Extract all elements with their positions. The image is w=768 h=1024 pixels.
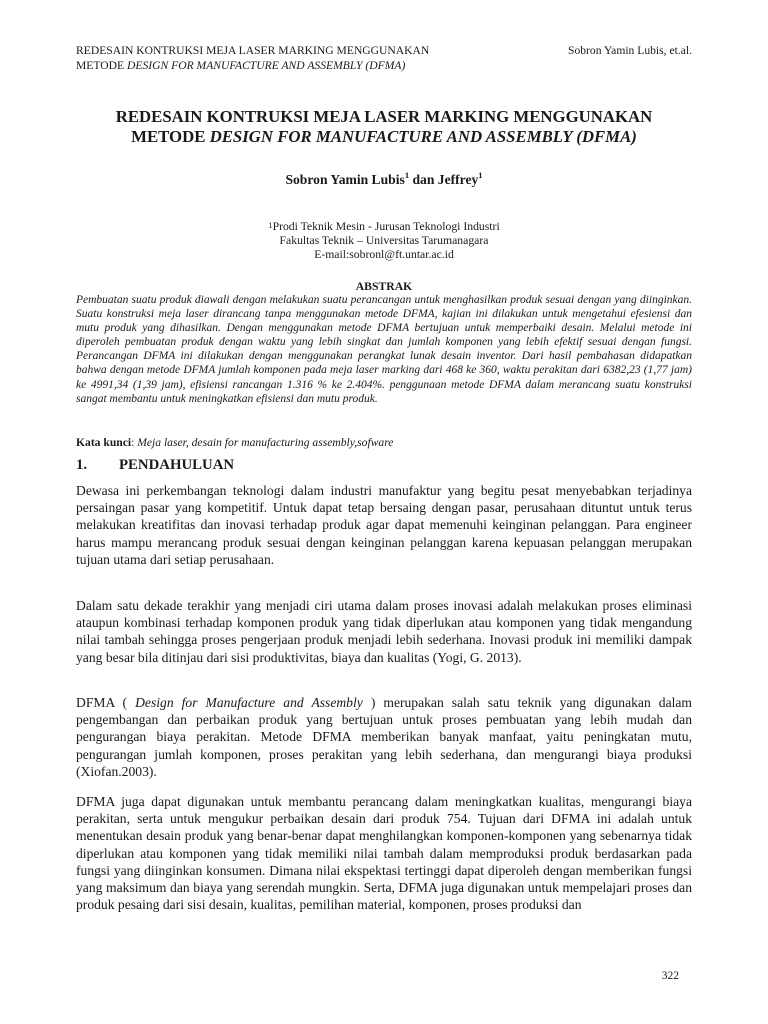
running-header-prefix: METODE (76, 59, 127, 72)
running-header-author: Sobron Yamin Lubis, et.al. (568, 44, 692, 57)
paper-title-line1: REDESAIN KONTRUKSI MEJA LASER MARKING MENGGUNAKAN (115, 107, 653, 126)
section-heading (76, 457, 234, 474)
paragraph-3 (76, 694, 692, 780)
paragraph-3-italic: Design for Manufacture and Assembly (135, 695, 363, 710)
keywords-sep: : (131, 436, 138, 449)
affiliation (76, 220, 692, 262)
running-header-line1: REDESAIN KONTRUKSI MEJA LASER MARKING MENGGUNAKAN (76, 44, 430, 57)
paper-title-prefix: METODE (131, 127, 210, 146)
running-header-line2 (76, 58, 692, 73)
author-sup-2: 1 (478, 170, 483, 180)
paper-title (76, 107, 692, 147)
paragraph-2: Dalam satu dekade terakhir yang menjadi ciri utama dalam proses inovasi adalah melakukan proses eliminasi ataupun kombinasi terhadap komponen produk yang tidak diperlukan atau komponen yang tidak mengandung nilai tambah sehingga proses pengerjaan produk menjadi lebih sederhana. Inovasi produk ini memiliki dampak yang besar bila ditinjau dari sisi produktivitas, biaya dan kualitas (Yogi, G. 2013). (76, 598, 692, 665)
author-name-2: dan Jeffrey (409, 172, 479, 187)
section-number: 1. (76, 457, 88, 473)
paragraph-3-rest: ) merupakan salah satu teknik yang digunakan dalam pengembangan dan perbaikan produk yang bertujuan untuk proses pembuatan yang lebih mudah dan pengurangan biaya perakitan. Metode DFMA memberikan banyak manfaat, yaitu peningkatan mutu, pengurangan jumlah komponen, proses perakitan yang lebih sederhana, dan mengurangi biaya produksi (Xiofan.2003). (76, 695, 692, 779)
affiliation-dept: Prodi Teknik Mesin - Jurusan Teknologi Industri (272, 220, 500, 233)
affiliation-sup: 1 (268, 220, 273, 230)
abstract-text: Pembuatan suatu produk diawali dengan melakukan suatu perancangan untuk menghasilkan produk sesuai dengan yang diinginkan. Suatu konstruksi meja laser dirancang tanpa menggunakan metode DFMA, kajian ini dilakukan untuk mengetahui efesiensi dan mutu produk yang dihasilkan. Dengan menggunakan metode DFMA bertujuan untuk memperbaiki desain. Melalui metode ini diperoleh pembuatan produk dengan waktu yang lebih singkat dan jumlah komponen yang lebih efektif sesuai dengan fungsi. Perancangan DFMA ini dilakukan dengan menggunakan perangkat lunak desain inventor. Dari hasil pembahasan didapatkan bahwa dengan metode DFMA jumlah komponen pada meja laser marking dari 468 ke 360, waktu perakitan dari 6382,23 (1,77 jam) ke 4991,34 (1,39 jam), efisiensi rancangan 1.316 % ke 2.404%. penggunaan metode DFMA dalam merancang suatu konstruksi sangat membantu untuk meningkatkan efisiensi dan mutu produk. (76, 294, 692, 405)
author-name-1: Sobron Yamin Lubis (285, 172, 405, 187)
paragraph-3-prefix: DFMA ( (76, 695, 136, 710)
paragraph-1: Dewasa ini perkembangan teknologi dalam industri manufaktur yang begitu pesat menyebabkan terjadinya persaingan pasar yang kompetitif. Untuk dapat tetap bersaing dengan pasar, perusahaan dituntut untuk terus melakukan kreatifitas dan inovasi terhadap produk agar dapat memenuhi keinginan pelanggan. Para engineer harus mampu merancang produk sesuai dengan keinginan pelanggan karena kepuasan pelanggan merupakan tujuan utama dari setiap perusahaan. (76, 483, 692, 567)
paper-title-line2 (76, 127, 692, 147)
keywords-text: Meja laser, desain for manufacturing assembly,sofware (137, 436, 394, 449)
keywords (76, 436, 692, 449)
running-header (76, 43, 692, 73)
author-list (76, 172, 692, 188)
affiliation-email: E-mail:sobronl@ft.untar.ac.id (314, 248, 454, 261)
keywords-label: Kata kunci (76, 436, 132, 449)
abstract-heading: ABSTRAK (355, 280, 413, 293)
paragraph-4: DFMA juga dapat digunakan untuk membantu perancang dalam meningkatkan kualitas, mengurangi biaya perakitan, serta untuk mengukur perbaikan desain dari produk 754. Tujuan dari DFMA ini adalah untuk menentukan desain produk yang benar-benar dapat menghilangkan komponen-komponen yang sebenarnya tidak diperlukan atau komponen yang tidak memiliki nilai tambah dalam memproduksi produk berdasarkan pada fungsi yang diinginkan konsumen. Dimana nilai ekspektasi tertinggi dapat diperoleh dengan memberikan fungsi yang maksimum dan biaya yang serendah mungkin. Serta, DFMA juga digunakan untuk mempelajari proses dan produk pesaing dari sisi desain, kualitas, pemilihan material, komponen, proses produksi dan (76, 794, 692, 913)
affiliation-line2: Fakultas Teknik – Universitas Tarumanagara (279, 234, 489, 247)
running-header-italic: DESIGN FOR MANUFACTURE AND ASSEMBLY (DFMA) (127, 59, 406, 72)
section-title: PENDAHULUAN (119, 457, 235, 473)
page-number: 322 (661, 970, 679, 982)
paper-title-italic: DESIGN FOR MANUFACTURE AND ASSEMBLY (DFMA) (209, 127, 637, 146)
author-sup-1: 1 (404, 170, 410, 180)
affiliation-line1 (76, 220, 692, 234)
